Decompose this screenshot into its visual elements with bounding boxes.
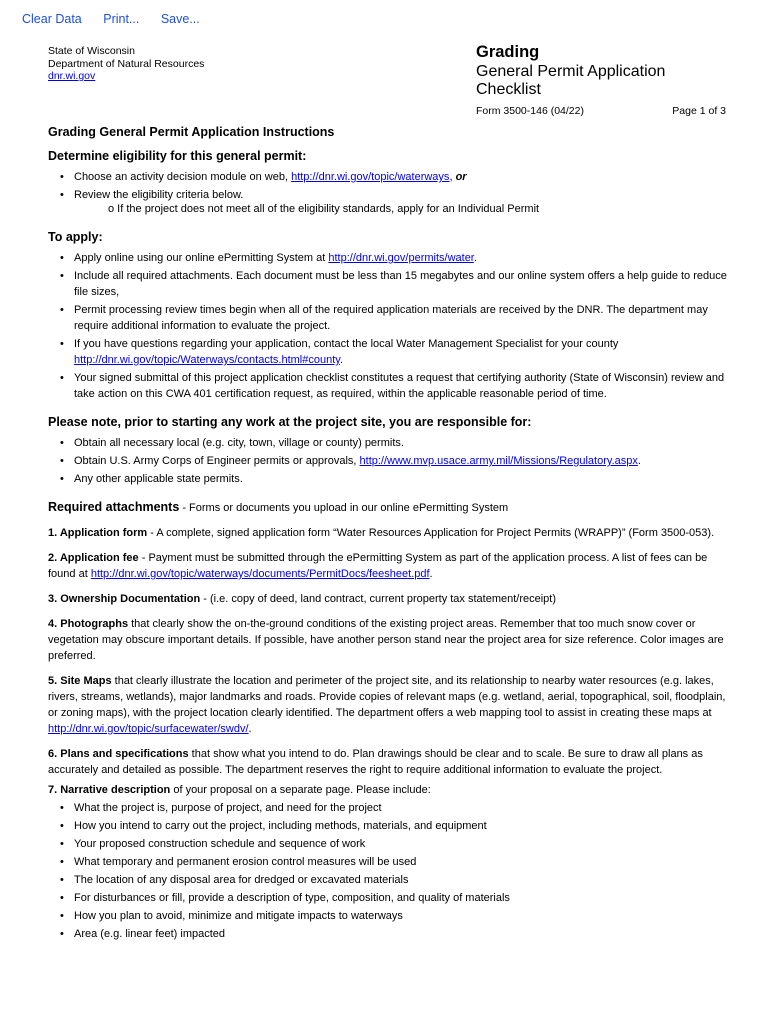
attachment-item: 3. Ownership Documentation - (i.e. copy of deed, land contract, current property tax statement/receipt)	[48, 593, 557, 605]
clear-data-button[interactable]: Clear Data	[22, 12, 82, 26]
list-item: • What temporary and permanent erosion control measures will be used	[74, 854, 728, 870]
attachment-item: 5. Site Maps that clearly illustrate the location and perimeter of the project site, and its relationship to nearby water resources (e.g. lakes, rivers, streams, wetlands), major landmarks and roads. Provide copies of relevant maps (e.g. wetland, aerial, topographical, soil, floodplain, or zoning maps), with the project location clearly identified. The department offers a web mapping tool to assist in creating these maps at http://dnr.wi.gov/topic/surfacewater/swdv/.	[48, 675, 726, 735]
list-item: • How you plan to avoid, minimize and mitigate impacts to waterways	[74, 908, 728, 924]
attachment-item: 7. Narrative description of your proposal on a separate page. Please include:	[48, 784, 431, 796]
page-number: Page 1 of 3	[672, 105, 726, 117]
list-item: • Review the eligibility criteria below. o If the project does not meet all of the eligibility standards, apply for an Individual Permit	[74, 187, 728, 217]
note-list	[48, 435, 728, 487]
list-item: • Your proposed construction schedule and sequence of work	[74, 836, 728, 852]
form-toolbar	[22, 12, 218, 26]
list-item: • What the project is, purpose of project, and need for the project	[74, 800, 728, 816]
list-item: • Any other applicable state permits.	[74, 471, 728, 487]
apply-list	[48, 250, 728, 402]
contacts-link[interactable]: http://dnr.wi.gov/topic/Waterways/contacts.html#county	[74, 354, 340, 366]
list-item: • Choose an activity decision module on web, http://dnr.wi.gov/topic/waterways, or	[74, 169, 728, 185]
swdv-link[interactable]: http://dnr.wi.gov/topic/surfacewater/swdv/	[48, 723, 249, 735]
list-item: • Apply online using our online ePermitting System at http://dnr.wi.gov/permits/water.	[74, 250, 728, 266]
sub-list-item: o If the project does not meet all of the eligibility standards, apply for an Individual Permit	[108, 203, 540, 215]
attachment-item: 2. Application fee - Payment must be submitted through the ePermitting System as part of the application process. A list of fees can be found at http://dnr.wi.gov/topic/waterways/documents/PermitDocs/feesheet.pdf.	[48, 552, 708, 580]
agency-state: State of Wisconsin	[48, 45, 135, 57]
save-button[interactable]: Save...	[160, 12, 200, 26]
list-item: • Permit processing review times begin when all of the required application materials are received by the DNR. The department may require additional information to evaluate the project.	[74, 302, 728, 334]
list-item: • Your signed submittal of this project application checklist constitutes a request that certifying authority (State of Wisconsin) review and take action on this CWA 401 certification request, as required, within the applicable reasonable period of time.	[74, 370, 728, 402]
form-number: Form 3500-146 (04/22)	[476, 105, 584, 117]
required-attachments-header	[48, 499, 728, 516]
list-item: • Area (e.g. linear feet) impacted	[74, 926, 728, 942]
instructions-title: Grading General Permit Application Instructions	[48, 125, 335, 139]
document-body	[48, 124, 728, 944]
list-item: • If you have questions regarding your application, contact the local Water Management Specialist for your county http://dnr.wi.gov/topic/Waterways/contacts.html#county.	[74, 336, 728, 368]
attachment-item: 6. Plans and specifications that show what you intend to do. Plan drawings should be clear and to scale. Be sure to draw all plans as accurately and detailed as possible. The department reserves the right to require additional information to evaluate the project.	[48, 748, 703, 776]
epermitting-link[interactable]: http://dnr.wi.gov/permits/water	[328, 252, 474, 264]
list-item: • How you intend to carry out the project, including methods, materials, and equipment	[74, 818, 728, 834]
list-item: • For disturbances or fill, provide a description of type, composition, and quality of materials	[74, 890, 728, 906]
attachment-item: 1. Application form - A complete, signed application form “Water Resources Application for Project Permits (WRAPP)” (Form 3500-053).	[48, 527, 715, 539]
apply-heading: To apply:	[48, 230, 103, 244]
list-item: • Include all required attachments. Each document must be less than 15 megabytes and our online system offers a help guide to reduce file sizes,	[74, 268, 728, 300]
required-description: - Forms or documents you upload in our online ePermitting System	[179, 502, 509, 514]
army-corps-link[interactable]: http://www.mvp.usace.army.mil/Missions/Regulatory.aspx	[359, 455, 638, 467]
waterways-link[interactable]: http://dnr.wi.gov/topic/waterways	[291, 171, 450, 183]
note-heading: Please note, prior to starting any work at the project site, you are responsible for:	[48, 415, 532, 429]
agency-department: Department of Natural Resources	[48, 57, 205, 70]
eligibility-list	[48, 169, 728, 217]
form-subtitle: General Permit Application Checklist	[476, 63, 666, 98]
feesheet-link[interactable]: http://dnr.wi.gov/topic/waterways/documents/PermitDocs/feesheet.pdf	[90, 568, 430, 580]
agency-website-link[interactable]: dnr.wi.gov	[48, 70, 96, 82]
print-button[interactable]: Print...	[103, 12, 140, 26]
narrative-list	[48, 800, 728, 942]
eligibility-heading: Determine eligibility for this general permit:	[48, 149, 307, 163]
agency-block	[48, 45, 204, 83]
attachment-item: 4. Photographs that clearly show the on-the-ground conditions of the existing project areas. Remember that too much snow cover or vegetation may obscure important details. If possible, have another person stand near the project area for size reference. Color images are preferred.	[48, 618, 724, 662]
form-title: Grading	[476, 43, 540, 61]
list-item: • The location of any disposal area for dredged or excavated materials	[74, 872, 728, 888]
required-heading: Required attachments	[48, 500, 180, 514]
list-item: • Obtain all necessary local (e.g. city, town, village or county) permits.	[74, 435, 728, 451]
list-item: • Obtain U.S. Army Corps of Engineer permits or approvals, http://www.mvp.usace.army.mil/Missions/Regulatory.aspx.	[74, 453, 728, 469]
title-block	[476, 43, 726, 117]
